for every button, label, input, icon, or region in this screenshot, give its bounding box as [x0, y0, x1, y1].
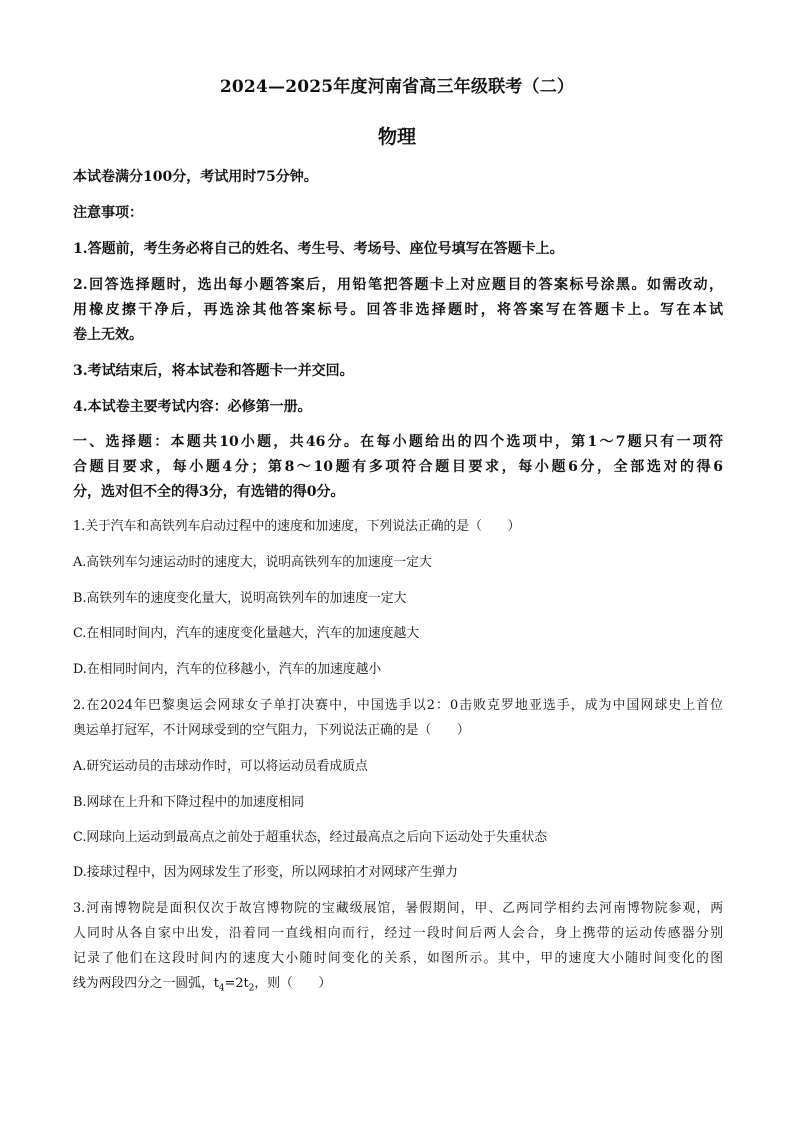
section-1-line-1: 一、选择题：本题共10小题，共46分。在每小题给出的四个选项中，第1～7题只有一项符 — [73, 434, 723, 450]
section-1-line-3: 分，选对但不全的得3分，有选错的得0分。 — [73, 484, 345, 500]
q1-option-b: B.高铁列车的速度变化量大，说明高铁列车的加速度一定大 — [73, 591, 407, 606]
note-2-line-1: 2.回答选择题时，选出每小题答案后，用铅笔把答题卡上对应题目的答案标号涂黑。如需改动， — [73, 277, 723, 293]
q1-option-c: C.在相同时间内，汽车的速度变化量越大，汽车的加速度越大 — [73, 626, 420, 641]
note-2-line-2: 用橡皮擦干净后，再选涂其他答案标号。回答非选择题时，将答案写在答题卡上。写在本试 — [73, 302, 723, 318]
q2-option-b: B.网球在上升和下降过程中的加速度相同 — [73, 795, 305, 810]
q3-stem-line-3: 记录了他们在这段时间内的速度大小随时间变化的关系，如图所示。其中，甲的速度大小随时间变化的图 — [73, 951, 723, 966]
notes-heading: 注意事项： — [73, 205, 143, 221]
note-4: 4.本试卷主要考试内容：必修第一册。 — [73, 399, 312, 415]
q3-line4-text-a: 线为两段四分之一圆弧，t — [73, 976, 219, 991]
q2-option-c: C.网球向上运动到最高点之前处于超重状态，经过最高点之后向下运动处于失重状态 — [73, 830, 548, 845]
q2-option-a: A.研究运动员的击球动作时，可以将运动员看成质点 — [73, 759, 368, 774]
q3-stem-line-2: 人同时从各自家中出发，沿着同一直线相向而行，经过一段时间后两人会合，身上携带的运动传感器分别 — [73, 926, 723, 941]
q3-line4-text-c: ，则（ ） — [254, 976, 332, 991]
q3-stem-line-1: 3.河南博物院是面积仅次于故宫博物院的宝藏级展馆，暑假期间，甲、乙两同学相约去河南博物院参观，两 — [73, 901, 723, 916]
q2-option-d: D.接球过程中，因为网球发生了形变，所以网球拍才对网球产生弹力 — [73, 865, 458, 880]
score-line: 本试卷满分100分，考试用时75分钟。 — [73, 169, 318, 185]
q1-option-d: D.在相同时间内，汽车的位移越小，汽车的加速度越小 — [73, 662, 382, 677]
section-1-line-2: 合题目要求，每小题4分；第8～10题有多项符合题目要求，每小题6分，全部选对的得6 — [73, 459, 723, 475]
note-2-line-3: 卷上无效。 — [73, 327, 143, 343]
q1-option-a: A.高铁列车匀速运动时的速度大，说明高铁列车的加速度一定大 — [73, 555, 432, 570]
q3-subscript-2: 2 — [248, 983, 255, 994]
q2-stem-line-1: 2.在2024年巴黎奥运会网球女子单打决赛中，中国选手以2：0击败克罗地亚选手，成为中国网球史上首位 — [73, 698, 723, 713]
q2-stem-line-2: 奥运单打冠军，不计网球受到的空气阻力，下列说法正确的是（ ） — [73, 723, 470, 738]
q3-stem-line-4 — [73, 975, 723, 993]
exam-title: 2024—2025年度河南省高三年级联考（二） — [219, 77, 575, 97]
note-1: 1.答题前，考生务必将自己的姓名、考生号、考场号、座位号填写在答题卡上。 — [73, 241, 564, 257]
subject-title: 物理 — [377, 126, 416, 148]
q3-line4-text-b: =2t — [224, 976, 249, 991]
q1-stem: 1.关于汽车和高铁列车启动过程中的速度和加速度，下列说法正确的是（ ） — [73, 519, 521, 534]
note-3: 3.考试结束后，将本试卷和答题卡一并交回。 — [73, 363, 354, 379]
q3-subscript-4: 4 — [218, 983, 225, 994]
